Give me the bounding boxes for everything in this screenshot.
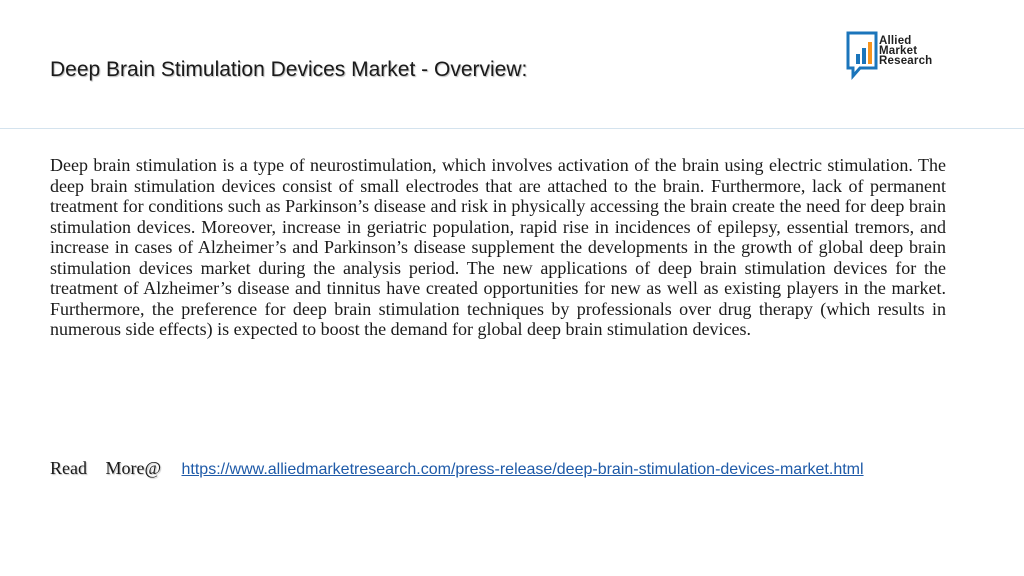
header-divider	[0, 128, 1024, 129]
overview-paragraph: Deep brain stimulation is a type of neurostimulation, which involves activation of the brain using electric stimulation. The deep brain stimulation devices consist of small electrodes that are attached to the brain. Furthermore, lack of permanent treatment for conditions such as Parkinson’s disease and risk in physically accessing the brain create the need for deep brain stimulation devices. Moreover, increase in geriatric population, rapid rise in incidences of epilepsy, essential tremors, and increase in cases of Alzheimer’s and Parkinson’s disease supplement the developments in the growth of global deep brain stimulation devices market during the analysis period. The new applications of deep brain stimulation devices for the treatment of Alzheimer’s disease and tinnitus have created opportunities for new as well as existing players in the market. Furthermore, the preference for deep brain stimulation techniques by professionals over drug therapy (which results in numerous side effects) is expected to boost the demand for global deep brain stimulation devices.	[50, 155, 946, 339]
logo-line-3: Research	[879, 55, 933, 67]
logo-line-1: Allied	[879, 35, 912, 47]
slide-title: Deep Brain Stimulation Devices Market - Overview:	[50, 58, 528, 81]
read-more-label: Read More@	[50, 458, 162, 478]
company-logo	[846, 30, 996, 84]
read-more-block	[50, 458, 946, 480]
logo-line-2: Market	[879, 45, 918, 57]
logo-wordmark	[879, 36, 932, 66]
read-more-link[interactable]: https://www.alliedmarketresearch.com/press-release/deep-brain-stimulation-devices-market.html	[181, 461, 864, 478]
speech-bubble-bars-icon	[846, 30, 880, 80]
